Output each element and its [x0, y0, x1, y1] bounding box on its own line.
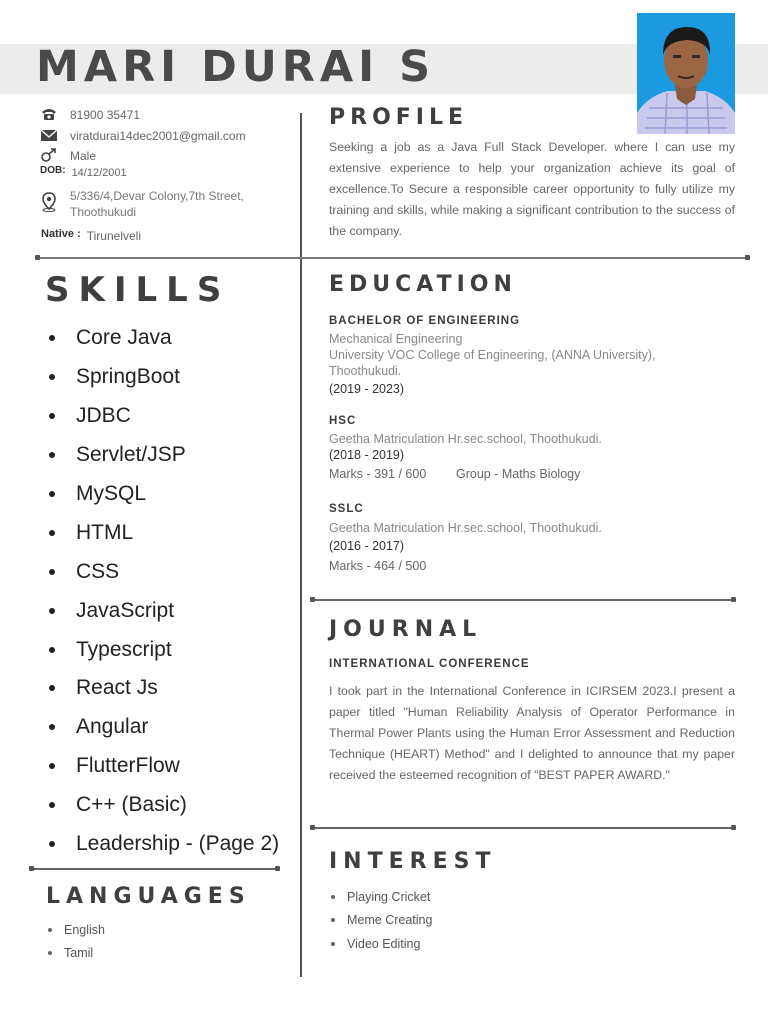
phone-icon: [40, 107, 58, 121]
profile-text: Seeking a job as a Java Full Stack Developer. where I can use my extensive experience to help your organization achieve its goal of excellence.To Secure a responsible career opportunity to fully utilize my training and skills, while making a significant contribution to the success of the company.: [329, 140, 735, 238]
contact-phone: [40, 107, 140, 123]
languages-list: [46, 918, 105, 965]
hsc-group: Group - Maths Biology: [456, 467, 581, 481]
contact-gender: [40, 148, 96, 164]
profile-heading: PROFILE: [329, 105, 469, 130]
profile-photo: [637, 13, 735, 134]
divider-end: [745, 255, 750, 260]
sslc-school: Geetha Matriculation Hr.sec.school, Thoothukudi.: [329, 521, 602, 535]
divider-end: [731, 825, 736, 830]
journal-divider: [312, 599, 735, 601]
phone-text: 81900 35471: [70, 108, 141, 122]
be-title: BACHELOR OF ENGINEERING: [329, 315, 521, 327]
divider-end: [731, 597, 736, 602]
interest-item: Meme Creating: [329, 909, 432, 933]
be-line1: Mechanical Engineering: [329, 332, 463, 346]
skill-item: Typescript: [46, 630, 279, 669]
journal-heading: JOURNAL: [329, 617, 483, 642]
sslc-title: SSLC: [329, 503, 364, 515]
skill-item: FlutterFlow: [46, 747, 279, 786]
divider-end: [310, 825, 315, 830]
languages-divider: [31, 868, 279, 870]
address-line2: Thoothukudi: [70, 205, 137, 219]
interest-heading: INTEREST: [329, 849, 497, 874]
languages-heading: LANGUAGES: [46, 884, 251, 909]
contact-dob: [40, 165, 127, 181]
divider-end: [275, 866, 280, 871]
location-pin-icon: [40, 192, 58, 212]
skill-item: MySQL: [46, 475, 279, 514]
section-divider-top: [37, 257, 749, 259]
interest-divider: [312, 827, 735, 829]
interest-list: [329, 885, 432, 956]
skills-heading: SKILLS: [45, 270, 231, 310]
skill-item: JDBC: [46, 397, 279, 436]
journal-text: I took part in the International Conference in ICIRSEM 2023.I present a paper titled "Human Reliability Analysis of Operator Performance in Thermal Power Plants using the Human Error Assessment and Reduction Technique (HEART) Method" and I delighted to announce that my paper received the esteemed recognition of "BEST PAPER AWARD.": [329, 684, 735, 782]
sslc-years: (2016 - 2017): [329, 539, 405, 553]
be-line3: Thoothukudi.: [329, 364, 402, 378]
hsc-title: HSC: [329, 415, 357, 427]
divider-end: [35, 255, 40, 260]
hsc-marks: Marks - 391 / 600: [329, 467, 427, 481]
hsc-school: Geetha Matriculation Hr.sec.school, Thoothukudi.: [329, 432, 602, 446]
skill-item: React Js: [46, 669, 279, 708]
skill-item: Core Java: [46, 319, 279, 358]
divider-end: [310, 597, 315, 602]
skill-item: Leadership - (Page 2): [46, 825, 279, 864]
divider-end: [29, 866, 34, 871]
address-line1: 5/336/4,Devar Colony,7th Street,: [70, 189, 244, 203]
skills-list: [46, 319, 279, 863]
education-heading: EDUCATION: [329, 272, 517, 297]
skill-item: Servlet/JSP: [46, 436, 279, 475]
contact-address: [40, 188, 244, 220]
skill-item: Angular: [46, 708, 279, 747]
email-text: viratdurai14dec2001@gmail.com: [70, 129, 246, 143]
native-text: Tirunelveli: [86, 229, 141, 243]
dob-label: DOB:: [40, 165, 66, 176]
native-label: Native :: [41, 228, 81, 240]
skill-item: HTML: [46, 513, 279, 552]
skill-item: SpringBoot: [46, 358, 279, 397]
interest-item: Video Editing: [329, 932, 432, 956]
skill-item: CSS: [46, 552, 279, 591]
language-item: English: [46, 918, 105, 942]
dob-text: 14/12/2001: [71, 167, 127, 179]
sslc-marks: Marks - 464 / 500: [329, 559, 427, 573]
skill-item: JavaScript: [46, 591, 279, 630]
interest-item: Playing Cricket: [329, 885, 432, 909]
be-line2: University VOC College of Engineering, (ANNA University),: [329, 348, 656, 362]
language-item: Tamil: [46, 942, 105, 966]
contact-native: [40, 228, 141, 244]
candidate-name: MARI DURAI S: [36, 42, 436, 92]
be-years: (2019 - 2023): [329, 382, 405, 396]
envelope-icon: [40, 128, 58, 142]
journal-subheading: INTERNATIONAL CONFERENCE: [329, 658, 530, 670]
contact-email: [40, 128, 246, 144]
hsc-years: (2018 - 2019): [329, 448, 405, 462]
male-symbol-icon: [40, 148, 58, 162]
vertical-divider: [300, 113, 302, 977]
skill-item: C++ (Basic): [46, 786, 279, 825]
gender-text: Male: [70, 149, 97, 163]
